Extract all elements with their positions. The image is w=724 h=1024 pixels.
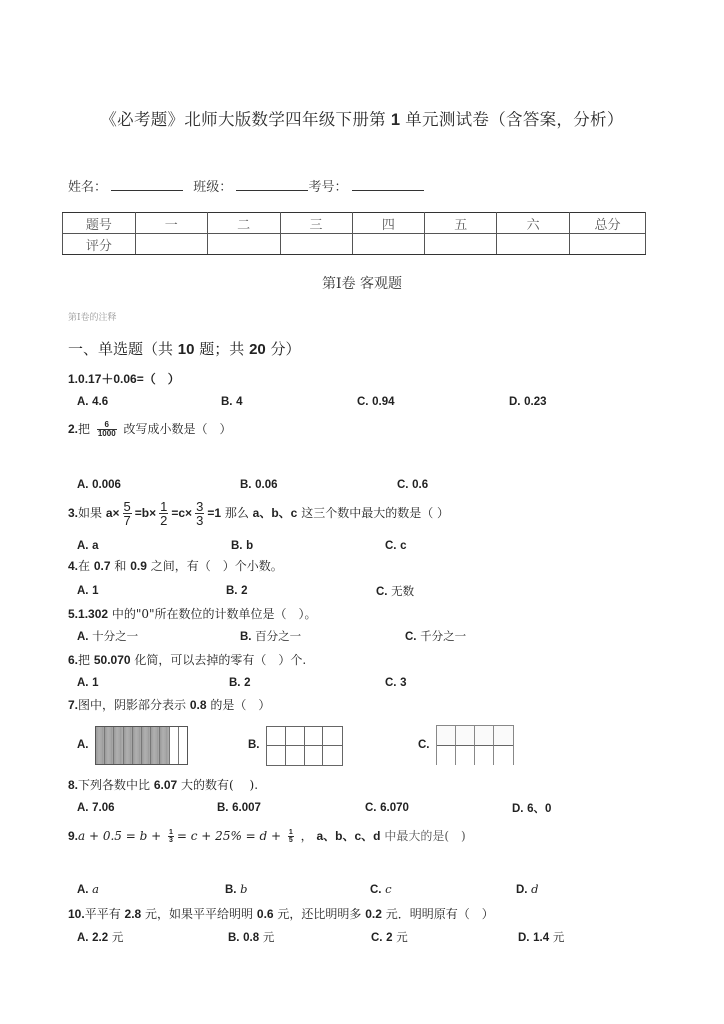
grid-cell	[267, 746, 286, 765]
grid-cell	[475, 746, 494, 766]
score-table-score-row	[63, 234, 646, 255]
q2-option-b[interactable]: B. 0.06	[240, 479, 278, 491]
score-cell[interactable]	[207, 234, 280, 255]
question-vars: a、b、c	[252, 506, 298, 520]
header-cell: 题号	[63, 213, 136, 234]
q8-option-c[interactable]: C. 6.070	[365, 802, 409, 814]
score-table	[62, 212, 646, 255]
question-number: 10.	[68, 907, 85, 921]
title-prefix: 《必考题》北师大版数学四年级下册第	[100, 110, 386, 129]
question-value: 0.9	[130, 559, 147, 573]
document-title	[0, 106, 724, 130]
q3-option-a[interactable]: A. a	[77, 540, 99, 552]
question-9	[68, 827, 466, 844]
math-term: =c×	[171, 506, 193, 520]
question-number: 2.	[68, 422, 79, 436]
fraction: $\frac{1}{3}$	[169, 829, 173, 844]
shaded-strip	[142, 727, 151, 764]
question-number: 6.	[68, 653, 79, 667]
math-term: =1	[207, 506, 221, 520]
question-value: 0.7	[93, 559, 111, 573]
question-10	[68, 905, 494, 922]
question-number: 7.	[68, 698, 79, 712]
q7-option-b[interactable]: B.	[248, 739, 260, 751]
q1-option-c[interactable]: C. 0.94	[357, 396, 395, 408]
header-cell: 六	[497, 213, 570, 234]
question-5	[68, 605, 317, 622]
class-label: 班级：	[193, 180, 233, 195]
q3-option-c[interactable]: C. c	[385, 540, 407, 552]
fraction: $\frac{3}{3}$	[196, 499, 204, 528]
grid-cell	[456, 746, 475, 766]
question-4	[68, 557, 283, 574]
q6-option-a[interactable]: A. 1	[77, 677, 99, 689]
q6-option-c[interactable]: C. 3	[385, 677, 407, 689]
q7-figure-b[interactable]	[266, 726, 343, 766]
question-text: 平平有	[84, 907, 121, 921]
question-value: 0.8	[189, 698, 207, 712]
question-value: 0.6	[256, 907, 274, 921]
grid-cell	[323, 746, 342, 765]
question-6	[68, 651, 306, 668]
q9-option-d[interactable]: D. d	[516, 882, 539, 896]
q7-figure-c[interactable]	[436, 725, 514, 765]
name-field[interactable]	[111, 178, 183, 191]
fraction: $\frac{1}{5}$	[288, 829, 293, 844]
q10-option-a[interactable]: A. 2.2 元	[77, 930, 124, 944]
title-suffix: 单元测试卷（含答案，分析）	[405, 110, 624, 129]
q3-option-b[interactable]: B. b	[231, 540, 254, 552]
grid-cell	[494, 746, 513, 766]
student-info-line	[68, 176, 424, 195]
question-value: 0.2	[365, 907, 382, 921]
score-cell[interactable]	[135, 234, 207, 255]
shaded-strip	[151, 727, 160, 764]
grid-cell	[323, 727, 342, 746]
q10-option-d[interactable]: D. 1.4 元	[518, 930, 565, 944]
score-cell[interactable]	[280, 234, 352, 255]
question-value: 6.07	[153, 778, 178, 792]
fraction: $\frac{5}{7}$	[123, 499, 131, 528]
q4-option-c[interactable]: C. 无数	[376, 584, 415, 598]
question-text: 化简，可以去掉的零有（ ）个.	[134, 653, 307, 667]
question-text: 把	[78, 422, 91, 436]
q7-option-c[interactable]: C.	[418, 739, 430, 751]
question-text: 把	[78, 653, 91, 667]
shaded-strip	[114, 727, 123, 764]
question-text: 和	[114, 559, 127, 573]
math-expression: a + 0.5 = b +	[78, 829, 165, 843]
question-text: 中最大的是( )	[384, 829, 466, 843]
q1-option-d[interactable]: D. 0.23	[509, 396, 547, 408]
q8-option-a[interactable]: A. 7.06	[77, 802, 115, 814]
question-text: 的是（ ）	[210, 698, 271, 712]
grid-cell	[494, 726, 513, 746]
q8-option-d[interactable]: D. 6、0	[512, 803, 552, 815]
title-unit-number: 1	[390, 111, 401, 129]
question-number: 8.	[68, 778, 79, 792]
score-cell[interactable]	[352, 234, 425, 255]
header-cell: 二	[207, 213, 280, 234]
grid-cell	[437, 726, 456, 746]
q5-option-a[interactable]: A. 十分之一	[77, 629, 139, 643]
grid-cell	[286, 727, 305, 746]
q2-option-a[interactable]: A. 0.006	[77, 479, 121, 491]
grid-cell	[305, 727, 324, 746]
score-cell[interactable]	[425, 234, 497, 255]
header-cell: 一	[135, 213, 207, 234]
question-7	[68, 696, 270, 713]
q5-option-c[interactable]: C. 千分之一	[405, 629, 467, 643]
shaded-strip	[96, 727, 105, 764]
shaded-strip	[160, 727, 169, 764]
q1-option-b[interactable]: B. 4	[221, 396, 243, 408]
q5-option-b[interactable]: B. 百分之一	[240, 629, 302, 643]
question-text: 在	[78, 559, 91, 573]
shaded-strip	[105, 727, 114, 764]
grid-cell	[267, 727, 286, 746]
q10-option-c[interactable]: C. 2 元	[371, 930, 408, 944]
question-number: 3.	[68, 506, 79, 520]
question-text: 大的数有( ).	[181, 778, 259, 792]
question-2	[68, 420, 232, 438]
question-text: 那么	[224, 506, 249, 520]
q2-option-c[interactable]: C. 0.6	[397, 479, 429, 491]
class-field[interactable]	[236, 178, 308, 191]
question-text: 中的"0"所在数位的计数单位是（ ）。	[111, 607, 317, 621]
question-text: 元，还比明明多	[277, 907, 362, 921]
section-suffix: 分）	[270, 340, 301, 358]
header-cell: 总分	[570, 213, 646, 234]
question-text: 这三个数中最大的数是（ ）	[301, 506, 450, 520]
header-cell: 三	[280, 213, 352, 234]
q9-option-b[interactable]: B. b	[225, 882, 248, 896]
grid-cell	[456, 726, 475, 746]
math-term: =b×	[134, 506, 157, 520]
question-vars: a、b、c、d	[316, 829, 381, 843]
score-cell[interactable]	[497, 234, 570, 255]
fraction: $\frac{6}{1000}$	[97, 420, 116, 438]
punctuation: ，	[300, 829, 313, 843]
q7-figure-a[interactable]	[95, 726, 188, 765]
q10-option-b[interactable]: B. 0.8 元	[228, 930, 275, 944]
q9-option-c[interactable]: C. c	[370, 882, 392, 896]
question-text: 改写成小数是（ ）	[123, 422, 232, 436]
question-number: 1.	[68, 372, 79, 386]
score-cell[interactable]	[570, 234, 646, 255]
math-term: a×	[105, 506, 120, 520]
shaded-strip	[124, 727, 133, 764]
question-text: 之间，有（ ）个小数。	[150, 559, 283, 573]
q9-option-a[interactable]: A. a	[77, 882, 100, 896]
section-mid: 题；共	[199, 340, 245, 358]
grid-cell	[475, 726, 494, 746]
question-text: 图中，阴影部分表示	[78, 698, 187, 712]
section-points: 20	[249, 341, 266, 358]
q4-option-b[interactable]: B. 2	[226, 585, 248, 597]
question-1	[68, 370, 180, 387]
q7-option-a[interactable]: A.	[77, 739, 89, 751]
exam-id-label: 考号：	[308, 180, 348, 195]
q1-option-a[interactable]: A. 4.6	[77, 396, 109, 408]
question-text: 下列各数中比	[78, 778, 151, 792]
question-value: 50.070	[93, 653, 131, 667]
question-text: 如果	[78, 506, 103, 520]
header-cell: 四	[352, 213, 425, 234]
shaded-strip	[133, 727, 142, 764]
volume-note: 第Ⅰ卷的注释	[68, 313, 117, 323]
score-row-label: 评分	[63, 234, 136, 255]
grid-cell	[305, 746, 324, 765]
fraction: $\frac{1}{2}$	[160, 499, 168, 528]
grid-cell	[437, 746, 456, 766]
empty-strip	[170, 727, 179, 764]
empty-strip	[179, 727, 187, 764]
score-table-header-row	[63, 213, 646, 234]
volume-title: 第Ⅰ卷 客观题	[322, 276, 402, 292]
question-text: 元，如果平平给明明	[145, 907, 254, 921]
math-expression: = c + 25% = d +	[176, 829, 285, 843]
q4-option-a[interactable]: A. 1	[77, 585, 99, 597]
section-prefix: 一、单选题（共	[68, 340, 174, 358]
section-heading	[68, 338, 301, 359]
question-text: 0.17＋0.06=（ ）	[78, 372, 180, 386]
question-number: 4.	[68, 559, 79, 573]
section-question-count: 10	[177, 341, 195, 358]
grid-cell	[286, 746, 305, 765]
question-8	[68, 776, 258, 793]
question-number: 5.	[68, 607, 79, 621]
name-label: 姓名：	[68, 180, 108, 195]
question-number: 9.	[68, 829, 79, 843]
q6-option-b[interactable]: B. 2	[229, 677, 251, 689]
question-3	[68, 500, 449, 527]
header-cell: 五	[425, 213, 497, 234]
question-text: 元．明明原有（ ）	[385, 907, 494, 921]
question-value: 2.8	[124, 907, 142, 921]
q8-option-b[interactable]: B. 6.007	[217, 802, 261, 814]
exam-id-field[interactable]	[352, 178, 424, 191]
question-value: 1.302	[78, 607, 109, 621]
